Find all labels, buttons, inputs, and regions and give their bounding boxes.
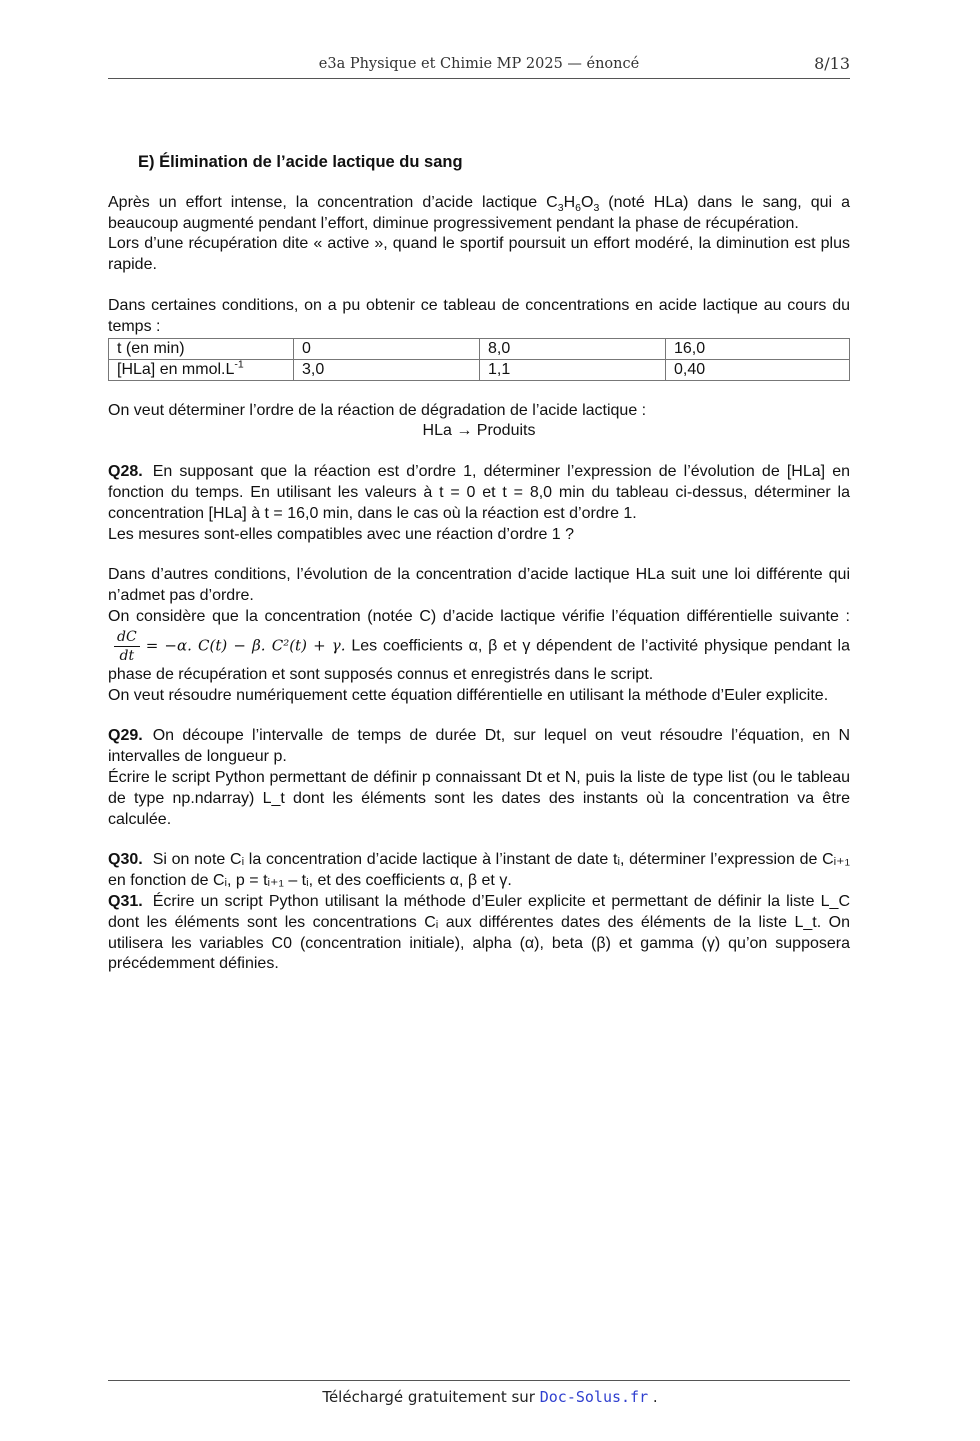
concentration-table: [108, 338, 850, 381]
question-label: Q28.: [108, 463, 143, 481]
question-29-task: Écrire le script Python permettant de définir p connaissant Dt et N, puis la liste de type list (ou le tableau de type np.ndarray) L_t dont les éléments sont les dates des instants où la concentration va être calculée.: [108, 768, 850, 828]
doc-solus-link[interactable]: Doc-Solus.fr: [539, 1388, 649, 1406]
question-29: Q29. On découpe l’intervalle de temps de durée Dt, sur lequel on veut résoudre l’équation, en N intervalles de longueur p.: [108, 727, 850, 766]
question-label: Q31.: [108, 892, 143, 910]
reaction-equation: HLa → Produits: [422, 422, 536, 440]
table-cell: 0: [294, 338, 480, 359]
page-footer: Téléchargé gratuitement sur Doc-Solus.fr .: [322, 1388, 658, 1406]
table-cell: 0,40: [666, 359, 850, 380]
differential-equation: = −α. C(t) − β. C²(t) + γ.: [145, 636, 346, 655]
diffeq-paragraph-1: Dans d’autres conditions, l’évolution de la concentration d’acide lactique HLa suit une loi différente qui n’admet pas d’ordre.: [108, 566, 850, 605]
table-cell: t (en min): [109, 338, 294, 359]
derivative-fraction: $\frac{dC}{dt}$: [114, 628, 140, 665]
question-label: Q29.: [108, 727, 143, 745]
question-30: Q30. Si on note Cᵢ la concentration d’acide lactique à l’instant de date tᵢ, déterminer l’expression de Cᵢ₊₁ en fonction de Cᵢ, p = tᵢ₊₁ – tᵢ, et des coefficients α, β et γ.: [108, 851, 850, 890]
table-row: [109, 359, 850, 380]
question-31: Q31. Écrire un script Python utilisant la méthode d’Euler explicite et permettant de définir la liste L_C dont les éléments sont les concentrations Cᵢ aux différentes dates des éléments de la liste L_t. On utilisera les variables C0 (concentration initiale), alpha (α), beta (β) et gamma (γ) qu’on supposera précédemment définies.: [108, 892, 850, 973]
order-paragraph: On veut déterminer l’ordre de la réaction de dégradation de l’acide lactique :: [108, 401, 647, 419]
section-title: E) Élimination de l’acide lactique du sang: [138, 153, 463, 171]
intro-paragraph-2: Lors d’une récupération dite « active », quand le sportif poursuit un effort modéré, la diminution est plus rapide.: [108, 235, 850, 274]
diffeq-paragraph-3: On veut résoudre numériquement cette équation différentielle en utilisant la méthode d’Euler explicite.: [108, 686, 829, 704]
question-28-followup: Les mesures sont-elles compatibles avec une réaction d’ordre 1 ?: [108, 525, 575, 543]
table-cell: [HLa] en $mmol.L^{-1}$: [109, 359, 294, 380]
question-28: Q28. En supposant que la réaction est d’ordre 1, déterminer l’expression de l’évolution de [HLa] en fonction du temps. En utilisant les valeurs à t = 0 et t = 8,0 min du tableau ci-dessus, déterminer la concentration [HLa] à t = 16,0 min, dans le cas où la réaction est d’ordre 1.: [108, 463, 850, 522]
page-number: 8/13: [814, 54, 850, 73]
table-cell: 16,0: [666, 338, 850, 359]
page-header: [108, 54, 850, 79]
page-content: [108, 148, 850, 975]
diffeq-paragraph-2: On considère que la concentration (notée C) d’acide lactique vérifie l’équation différentielle suivante : $\frac{dC}{dt}$ = −α. C(t) − β. C²(t) + γ. Les coefficients α, β et γ dépendent de l’activité physique pendant la phase de récupération et sont supposés connus et enregistrés dans le script.: [108, 607, 850, 683]
table-cell: 1,1: [480, 359, 666, 380]
table-cell: 3,0: [294, 359, 480, 380]
header-title: e3a Physique et Chimie MP 2025 — énoncé: [318, 56, 640, 72]
footer-divider: [108, 1380, 850, 1381]
table-row: [109, 338, 850, 359]
intro-paragraph-3: Dans certaines conditions, on a pu obtenir ce tableau de concentrations en acide lactique au cours du temps :: [108, 296, 850, 335]
question-label: Q30.: [108, 851, 143, 869]
intro-paragraph-1: Après un effort intense, la concentration d’acide lactique $C_3H_6O_3$ (noté HLa) dans le sang, qui a beaucoup augmenté pendant l’effort, diminue progressivement pendant la phase de récupération.: [108, 193, 850, 232]
table-cell: 8,0: [480, 338, 666, 359]
